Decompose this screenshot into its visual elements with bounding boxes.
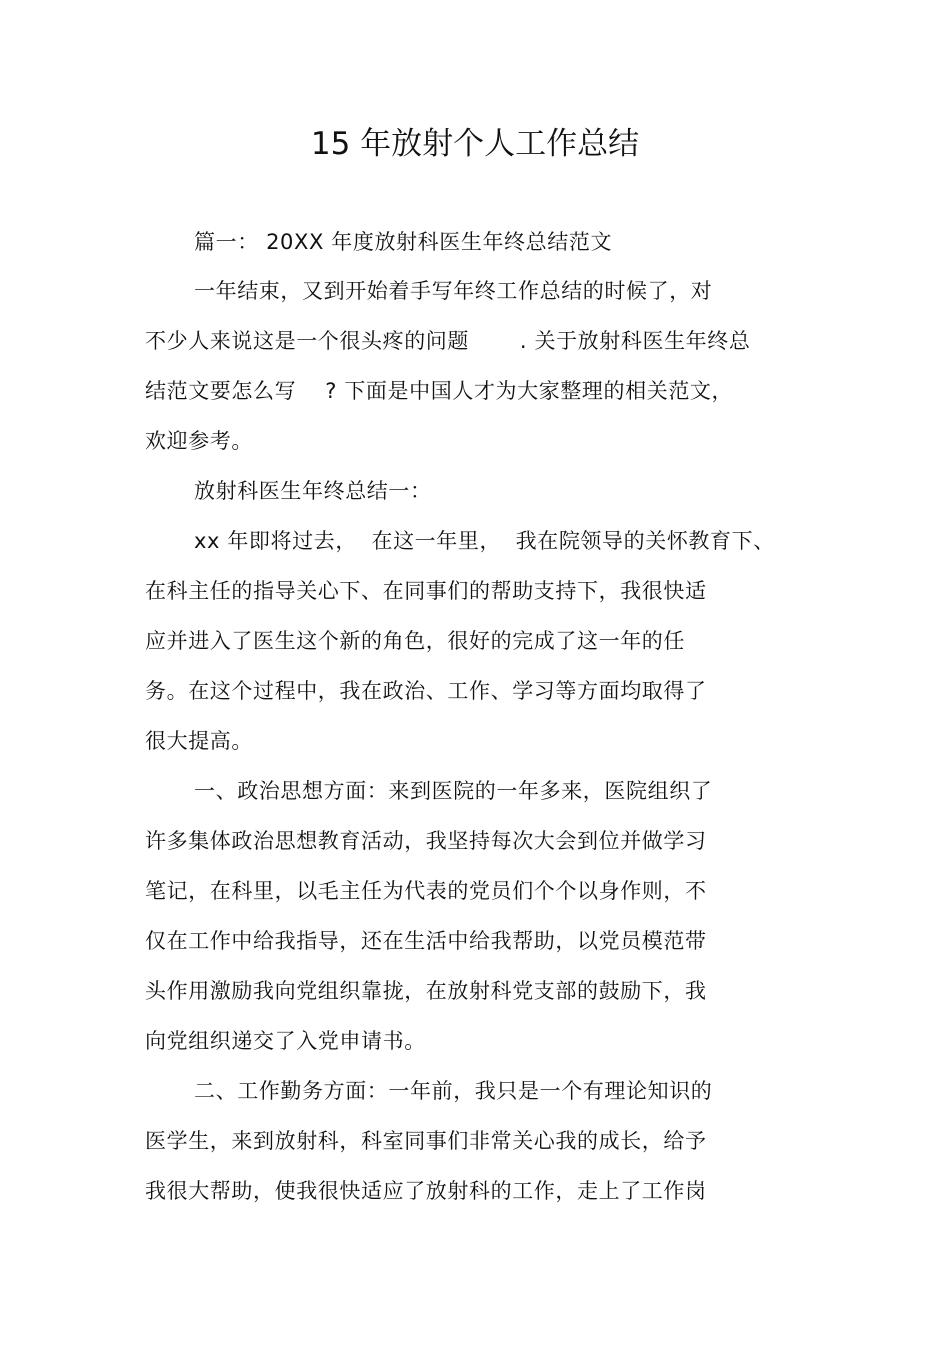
paragraph-line: 结范文要怎么写 ? 下面是中国人才为大家整理的相关范文， [145, 379, 734, 403]
document-title: 15 年放射个人工作总结 [310, 126, 640, 162]
paragraph-line: 笔记，在科里，以毛主任为代表的党员们个个以身作则，不 [145, 879, 707, 903]
paragraph-line: 我很大帮助，使我很快适应了放射科的工作，走上了工作岗 [145, 1179, 707, 1203]
paragraph-line: 二、工作勤务方面：一年前，我只是一个有理论知识的 [194, 1079, 713, 1103]
paragraph-line: 医学生，来到放射科，科室同事们非常关心我的成长，给予 [145, 1129, 707, 1153]
paragraph-line: 应并进入了医生这个新的角色，很好的完成了这一年的任 [145, 629, 685, 653]
section-heading: 篇一： 20XX 年度放射科医生年终总结范文 [194, 230, 613, 254]
paragraph-line: 一、政治思想方面：来到医院的一年多来，医院组织了 [194, 779, 713, 803]
paragraph-line: 很大提高。 [145, 729, 253, 753]
paragraph-line: 仅在工作中给我指导，还在生活中给我帮助，以党员模范带 [145, 929, 707, 953]
paragraph-line: 头作用激励我向党组织靠拢，在放射科党支部的鼓励下，我 [145, 979, 707, 1003]
paragraph-line: xx 年即将过去， 在这一年里， 我在院领导的关怀教育下、 [194, 529, 775, 553]
paragraph-line: 许多集体政治思想教育活动，我坚持每次大会到位并做学习 [145, 829, 707, 853]
paragraph-line: 向党组织递交了入党申请书。 [145, 1029, 426, 1053]
paragraph-line: 务。在这个过程中，我在政治、工作、学习等方面均取得了 [145, 679, 707, 703]
paragraph-line: 在科主任的指导关心下、在同事们的帮助支持下，我很快适 [145, 579, 707, 603]
paragraph-line: 一年结束，又到开始着手写年终工作总结的时候了，对 [194, 279, 713, 303]
paragraph-line: 欢迎参考。 [145, 429, 253, 453]
subsection-heading: 放射科医生年终总结一： [194, 479, 432, 503]
paragraph-line: 不少人来说这是一个很头疼的问题 . 关于放射科医生年终总 [145, 329, 751, 353]
